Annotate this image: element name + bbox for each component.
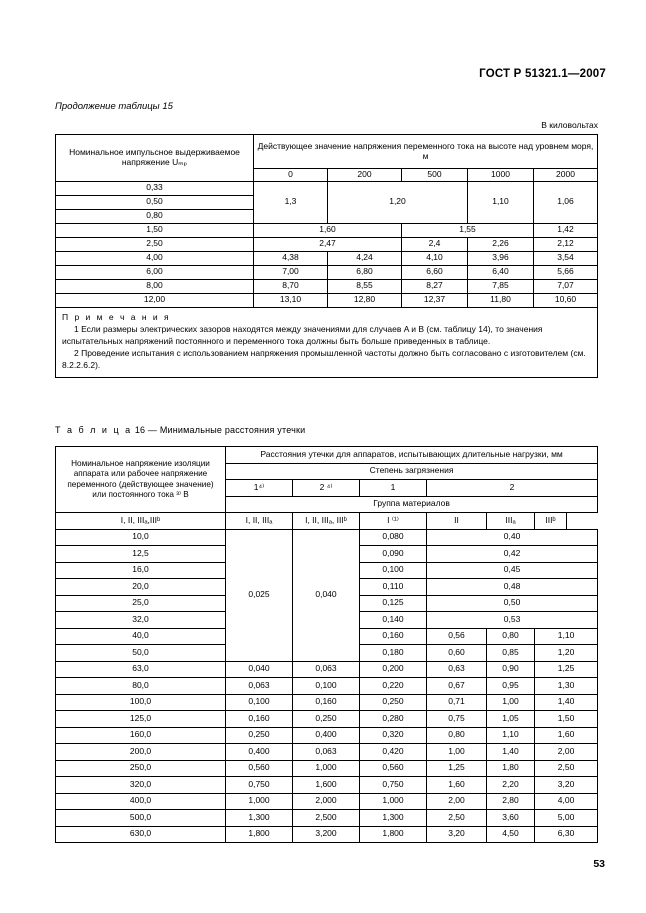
table16-v-14: 250,0 [56, 760, 226, 777]
table15-u-7: 8,00 [56, 279, 254, 293]
table16-cell-9-2: 0,220 [360, 678, 427, 695]
table16-v-16: 400,0 [56, 793, 226, 810]
table15-cell-7-0: 8,70 [254, 279, 328, 293]
table16-cell-15-3: 1,60 [427, 777, 487, 794]
table16-cell-8-5: 1,25 [535, 661, 598, 678]
table-row [56, 181, 598, 195]
table16-cell-11-3: 0,75 [427, 711, 487, 728]
table16-cell-2-2: 0,100 [360, 562, 427, 579]
table16-cell-3-2: 0,110 [360, 579, 427, 596]
table15-cell-5-3: 3,96 [468, 251, 534, 265]
table16-cell-13-0: 0,400 [226, 744, 293, 761]
table15-cell-8-0: 13,10 [254, 293, 328, 307]
table16-cell-12-0: 0,250 [226, 727, 293, 744]
table16-v-15: 320,0 [56, 777, 226, 794]
table16-cell-18-2: 1,800 [360, 826, 427, 843]
table16-cell-17-4: 3,60 [487, 810, 535, 827]
table-row [56, 265, 598, 279]
note-1: 1 Если размеры электрических зазоров находятся между значениями для случаев A и B (см. таблицу 14), то значения испытательных напряжений постоянного и переменного тока должны быть больше приведенных в таблице. [62, 324, 543, 347]
table16-cell-1-3: 0,42 [427, 546, 598, 563]
table15-units-label: В киловольтах [541, 120, 598, 130]
table-row [56, 223, 598, 237]
table16-v-10: 100,0 [56, 694, 226, 711]
table15-continuation-label: Продолжение таблицы 15 [55, 101, 173, 112]
table15-u-5: 4,00 [56, 251, 254, 265]
table16-v-18: 630,0 [56, 826, 226, 843]
standard-designation: ГОСТ Р 51321.1—2007 [479, 68, 606, 80]
table15-altitude-2000: 2000 [534, 169, 598, 182]
table16-cell-14-0: 0,560 [226, 760, 293, 777]
table16-cell-1-2: 0,090 [360, 546, 427, 563]
table16-cell-13-5: 2,00 [535, 744, 598, 761]
table16-cell-16-3: 2,00 [427, 793, 487, 810]
table16-cell-4-3: 0,50 [427, 595, 598, 612]
table15-u-2: 0,80 [56, 209, 254, 223]
table16-cell-5-2: 0,140 [360, 612, 427, 629]
table16-cell-0-3: 0,40 [427, 529, 598, 546]
table15-altitude-0: 0 [254, 169, 328, 182]
table16-cell-17-5: 5,00 [535, 810, 598, 827]
table16-v-4: 25,0 [56, 595, 226, 612]
table16-cell-11-4: 1,05 [487, 711, 535, 728]
table-row [56, 237, 598, 251]
table16-cell-11-5: 1,50 [535, 711, 598, 728]
table16-cell-16-4: 2,80 [487, 793, 535, 810]
table16-title-rest: 16 — Минимальные расстояния утечки [134, 425, 306, 435]
table16-title [55, 425, 305, 435]
table16-cell-8-0: 0,040 [226, 661, 293, 678]
table-row [56, 678, 598, 695]
table15-cell-0-3: 1,06 [534, 181, 598, 223]
table16-pollution-2a: 2 ⁴⁾ [293, 480, 360, 497]
table-row [56, 760, 598, 777]
table16-cell-17-1: 2,500 [293, 810, 360, 827]
table16-cell-0-1: 0,040 [293, 529, 360, 661]
table16-pollution-1: 1 [360, 480, 427, 497]
table16-cell-18-3: 3,20 [427, 826, 487, 843]
table15-u-8: 12,00 [56, 293, 254, 307]
table16-pollution-header: Степень загрязнения [226, 463, 598, 480]
table16-v-13: 200,0 [56, 744, 226, 761]
table16-v-12: 160,0 [56, 727, 226, 744]
table16-v-17: 500,0 [56, 810, 226, 827]
table15-cell-6-2: 6,60 [402, 265, 468, 279]
table16-cell-9-4: 0,95 [487, 678, 535, 695]
table16-cell-16-0: 1,000 [226, 793, 293, 810]
table15-cell-5-1: 4,24 [328, 251, 402, 265]
table16-v-7: 50,0 [56, 645, 226, 662]
table15 [55, 134, 597, 378]
table16-cell-11-1: 0,250 [293, 711, 360, 728]
table16-col1-header: Номинальное напряжение изоляции аппарата или рабочее напряжение переменного (действующее значение) или постоянного тока ³⁾ В [56, 447, 226, 513]
table15-cell-8-4: 10,60 [534, 293, 598, 307]
table-row [56, 793, 598, 810]
table16-cell-3-3: 0,48 [427, 579, 598, 596]
table15-col1-header: Номинальное импульсное выдерживаемое напряжение Uₘₚ [56, 135, 254, 182]
table16-cell-15-2: 0,750 [360, 777, 427, 794]
table-row [56, 529, 598, 546]
table15-cell-8-2: 12,37 [402, 293, 468, 307]
table16-cell-10-3: 0,71 [427, 694, 487, 711]
table16-cell-6-3: 0,56 [427, 628, 487, 645]
table16-matgroup-3: I ⁽¹⁾ [360, 513, 427, 530]
table16-cell-12-1: 0,400 [293, 727, 360, 744]
table16-cell-15-4: 2,20 [487, 777, 535, 794]
table16-cell-5-3: 0,53 [427, 612, 598, 629]
table16-cell-14-1: 1,000 [293, 760, 360, 777]
table16-cell-8-3: 0,63 [427, 661, 487, 678]
table15-cell-3-2: 1,42 [534, 223, 598, 237]
table16-v-3: 20,0 [56, 579, 226, 596]
table16-cell-9-0: 0,063 [226, 678, 293, 695]
table16-v-9: 80,0 [56, 678, 226, 695]
table-row [56, 251, 598, 265]
table16-cell-7-2: 0,180 [360, 645, 427, 662]
table16-cell-6-2: 0,160 [360, 628, 427, 645]
table16-pollution-2: 2 [427, 480, 598, 497]
table-row [56, 661, 598, 678]
table16-cell-11-0: 0,160 [226, 711, 293, 728]
table15-cell-3-1: 1,55 [402, 223, 534, 237]
table16-cell-9-5: 1,30 [535, 678, 598, 695]
table15-cell-0-2: 1,10 [468, 181, 534, 223]
table16-cell-18-5: 6,30 [535, 826, 598, 843]
table15-altitude-1000: 1000 [468, 169, 534, 182]
table-row [56, 777, 598, 794]
table16-cell-0-0: 0,025 [226, 529, 293, 661]
table16-pollution-1a: 1⁴⁾ [226, 480, 293, 497]
table16 [55, 446, 597, 843]
note-2: 2 Проведение испытания с использованием напряжения промышленной частоты должно быть согласовано с изготовителем (см. 8.2.2.6.2). [62, 347, 586, 370]
table16-cell-10-0: 0,100 [226, 694, 293, 711]
table15-group-header: Действующее значение напряжения переменного тока на высоте над уровнем моря, м [254, 135, 598, 169]
table16-cell-2-3: 0,45 [427, 562, 598, 579]
table16-v-1: 12,5 [56, 546, 226, 563]
table16-v-2: 16,0 [56, 562, 226, 579]
table16-cell-13-1: 0,063 [293, 744, 360, 761]
table16-header-row-5 [56, 513, 598, 530]
table15-cell-7-4: 7,07 [534, 279, 598, 293]
table16-cell-8-2: 0,200 [360, 661, 427, 678]
table16-cell-8-4: 0,90 [487, 661, 535, 678]
table16-cell-9-1: 0,100 [293, 678, 360, 695]
table16-cell-13-3: 1,00 [427, 744, 487, 761]
table16-cell-10-2: 0,250 [360, 694, 427, 711]
table15-u-4: 2,50 [56, 237, 254, 251]
table15-u-3: 1,50 [56, 223, 254, 237]
table15-notes-row [56, 307, 598, 378]
table16-cell-16-1: 2,000 [293, 793, 360, 810]
table16-cell-12-5: 1,60 [535, 727, 598, 744]
table15-cell-0-0: 1,3 [254, 181, 328, 223]
table16-matgroup-0: I, II, IIIₐ,IIIᵇ [56, 513, 226, 530]
table15-altitude-500: 500 [402, 169, 468, 182]
table-row [56, 694, 598, 711]
table15-u-6: 6,00 [56, 265, 254, 279]
table15-cell-4-1: 2,4 [402, 237, 468, 251]
table15-cell-7-2: 8,27 [402, 279, 468, 293]
table16-material-header: Группа материалов [226, 496, 598, 513]
table16-cell-12-2: 0,320 [360, 727, 427, 744]
table16-header-row-1 [56, 447, 598, 464]
table16-cell-16-5: 4,00 [535, 793, 598, 810]
table15-cell-6-4: 5,66 [534, 265, 598, 279]
table15-cell-5-2: 4,10 [402, 251, 468, 265]
table16-cell-14-5: 2,50 [535, 760, 598, 777]
table15-cell-8-1: 12,80 [328, 293, 402, 307]
table15-cell-6-3: 6,40 [468, 265, 534, 279]
table-row [56, 744, 598, 761]
table-row [56, 279, 598, 293]
table16-matgroup-5: IIIₐ [487, 513, 535, 530]
table16-cell-6-5: 1,10 [535, 628, 598, 645]
table15-cell-5-0: 4,38 [254, 251, 328, 265]
table16-cell-13-2: 0,420 [360, 744, 427, 761]
table16-v-8: 63,0 [56, 661, 226, 678]
page-number: 53 [593, 858, 605, 870]
table16-cell-7-3: 0,60 [427, 645, 487, 662]
table16-v-6: 40,0 [56, 628, 226, 645]
table15-cell-4-3: 2,12 [534, 237, 598, 251]
table16-cell-18-4: 4,50 [487, 826, 535, 843]
table-row [56, 727, 598, 744]
table-row [56, 711, 598, 728]
table15-u-0: 0,33 [56, 181, 254, 195]
table15-cell-6-1: 6,80 [328, 265, 402, 279]
table16-cell-16-2: 1,000 [360, 793, 427, 810]
table16-cell-18-1: 3,200 [293, 826, 360, 843]
table16-cell-12-3: 0,80 [427, 727, 487, 744]
table15-cell-7-1: 8,55 [328, 279, 402, 293]
table16-cell-18-0: 1,800 [226, 826, 293, 843]
table16-cell-8-1: 0,063 [293, 661, 360, 678]
table16-cell-9-3: 0,67 [427, 678, 487, 695]
table15-cell-4-2: 2,26 [468, 237, 534, 251]
table16-cell-10-1: 0,160 [293, 694, 360, 711]
table16-cell-11-2: 0,280 [360, 711, 427, 728]
table15-cell-7-3: 7,85 [468, 279, 534, 293]
table15-cell-3-0: 1,60 [254, 223, 402, 237]
table16-matgroup-4: II [427, 513, 487, 530]
table16-cell-15-0: 0,750 [226, 777, 293, 794]
table16-matgroup-1: I, II, IIIₐ [226, 513, 293, 530]
table16-title-word: Т а б л и ц а [55, 425, 133, 435]
table16-cell-14-2: 0,560 [360, 760, 427, 777]
table16-cell-7-5: 1,20 [535, 645, 598, 662]
table16-cell-15-5: 3,20 [535, 777, 598, 794]
table16-cell-13-4: 1,40 [487, 744, 535, 761]
table15-altitude-200: 200 [328, 169, 402, 182]
table16-v-11: 125,0 [56, 711, 226, 728]
table16-cell-7-4: 0,85 [487, 645, 535, 662]
table16-matgroup-6: IIIᵇ [535, 513, 567, 530]
table15-cell-5-4: 3,54 [534, 251, 598, 265]
table15-cell-6-0: 7,00 [254, 265, 328, 279]
table16-cell-14-4: 1,80 [487, 760, 535, 777]
table15-header-row [56, 135, 598, 169]
table16-v-0: 10,0 [56, 529, 226, 546]
table15-cell-0-1: 1,20 [328, 181, 468, 223]
table15-notes [56, 307, 598, 378]
table15-cell-4-0: 2,47 [254, 237, 402, 251]
table16-matgroup-2: I, II, IIIₐ, IIIᵇ [293, 513, 360, 530]
table-row [56, 293, 598, 307]
table-row [56, 826, 598, 843]
table-row [56, 810, 598, 827]
table16-cell-10-4: 1,00 [487, 694, 535, 711]
table16-cell-4-2: 0,125 [360, 595, 427, 612]
table15-u-1: 0,50 [56, 195, 254, 209]
table16-top-header: Расстояния утечки для аппаратов, испытывающих длительные нагрузки, мм [226, 447, 598, 464]
table16-cell-15-1: 1,600 [293, 777, 360, 794]
table16-cell-12-4: 1,10 [487, 727, 535, 744]
table16-cell-17-2: 1,300 [360, 810, 427, 827]
table16-cell-17-3: 2,50 [427, 810, 487, 827]
notes-title: П р и м е ч а н и я [62, 311, 171, 322]
table16-cell-17-0: 1,300 [226, 810, 293, 827]
table15-cell-8-3: 11,80 [468, 293, 534, 307]
table16-cell-14-3: 1,25 [427, 760, 487, 777]
table16-cell-10-5: 1,40 [535, 694, 598, 711]
table16-cell-0-2: 0,080 [360, 529, 427, 546]
table16-cell-6-4: 0,80 [487, 628, 535, 645]
table16-v-5: 32,0 [56, 612, 226, 629]
